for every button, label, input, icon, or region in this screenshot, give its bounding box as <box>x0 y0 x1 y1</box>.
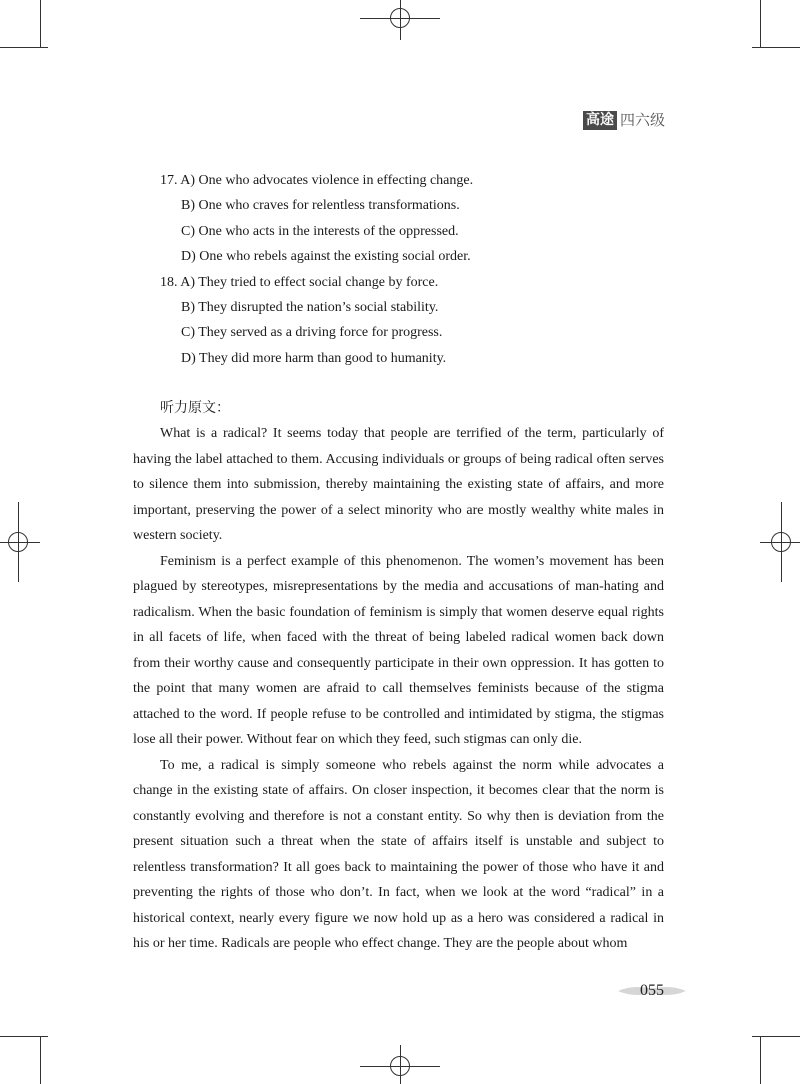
transcript-label: 听力原文： <box>160 400 230 416</box>
paragraph: What is a radical? It seems today that people are terrified of the term, particularly of having the label attached to them. Accusing individuals or groups of being radical often serves to silence them into submission, thereby maintaining the existing state of affairs, and more important, preserving the power of a select minority who are mostly wealthy white males in western society. <box>133 426 664 543</box>
header-logo <box>583 111 665 130</box>
brand-text: 四六级 <box>620 111 666 129</box>
transcript-body <box>133 421 664 957</box>
page-number-badge <box>618 980 686 1002</box>
question-18-option-a: 18. A) They tried to effect social change by force. <box>160 274 439 290</box>
paragraph: To me, a radical is simply someone who rebels against the norm while advocates a change in the existing state of affairs. On closer inspection, it becomes clear that the norm is constantly evolving and therefore is not a constant entity. So why then is deviation from the present situation such a threat when the state of affairs itself is unstable and subject to relentless transformation? It all goes back to maintaining the power of those who have it and preventing the rights of those who don’t. In fact, when we look at the word “radical” in a historical context, nearly every figure we now hold up as a hero was considered a radical in his or her time. Radicals are people who effect change. They are the people about whom <box>133 757 664 951</box>
question-17-option-d: D) One who rebels against the existing social order. <box>181 249 471 265</box>
question-17-option-c: C) One who acts in the interests of the oppressed. <box>181 223 459 239</box>
question-17-option-a: 17. A) One who advocates violence in effecting change. <box>160 173 474 188</box>
question-17-option-b: B) One who craves for relentless transformations. <box>181 198 460 214</box>
question-18-option-b: B) They disrupted the nation’s social stability. <box>181 300 439 316</box>
question-18-option-c: C) They served as a driving force for progress. <box>181 325 443 341</box>
question-list <box>160 168 473 371</box>
brand-box: 高途 <box>583 111 617 130</box>
page-number: 055 <box>640 982 664 999</box>
paragraph: Feminism is a perfect example of this phenomenon. The women’s movement has been plagued by stereotypes, misrepresentations by the media and accusations of man-hating and radicalism. When the basic foundation of feminism is simply that women deserve equal rights in all facets of life, when faced with the threat of being labeled radical women back down from their worthy cause and consequently participate in their own oppression. It has gotten to the point that many women are afraid to call themselves feminists because of the stigma attached to the word. If people refuse to be controlled and intimidated by stigma, the stigmas lose all their power. Without fear on which they feed, such stigmas can only die. <box>133 553 664 747</box>
question-18-option-d: D) They did more harm than good to humanity. <box>181 350 447 366</box>
